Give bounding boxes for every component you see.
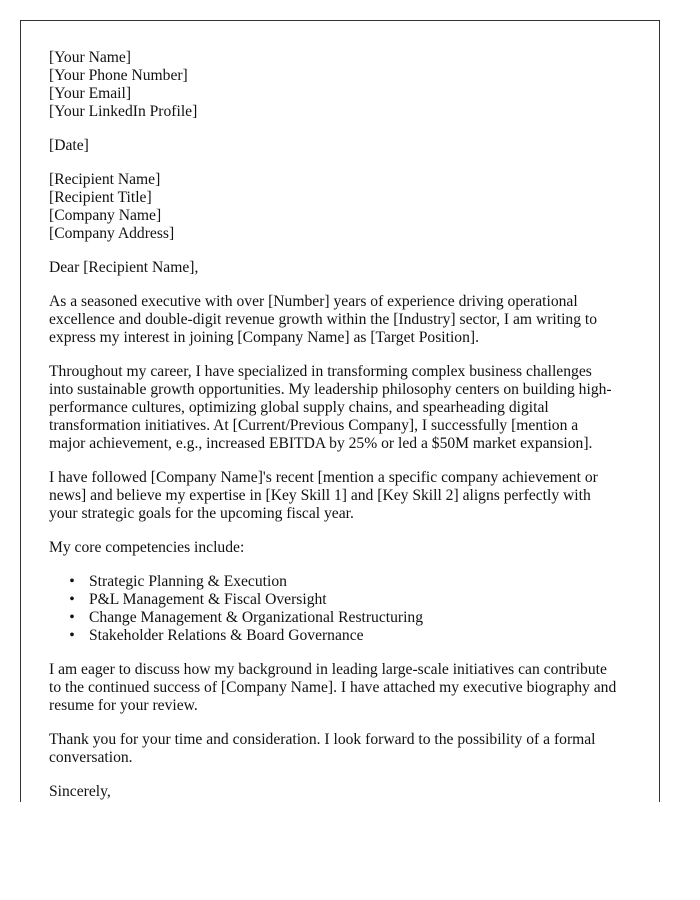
paragraph-line: Throughout my career, I have specialized in transforming complex business challenges xyxy=(49,363,592,380)
paragraph-line: excellence and double-digit revenue growth within the [Industry] sector, I am writing to xyxy=(49,311,598,328)
sender-linkedin: [Your LinkedIn Profile] xyxy=(49,103,198,120)
salutation-text: Dear [Recipient Name], xyxy=(49,259,199,276)
paragraph-line: news] and believe my expertise in [Key Skill 1] and [Key Skill 2] aligns perfectly with xyxy=(49,487,591,504)
bullet-icon: • xyxy=(69,627,75,644)
paragraph-line: conversation. xyxy=(49,749,133,766)
sender-block xyxy=(49,49,629,121)
letter-page xyxy=(20,20,660,802)
sender-name: [Your Name] xyxy=(49,49,132,66)
paragraph-line: major achievement, e.g., increased EBITDA by 25% or led a $50M market expansion]. xyxy=(49,435,593,452)
recipient-title: [Recipient Title] xyxy=(49,189,152,206)
paragraph-line: performance cultures, optimizing global supply chains, and spearheading digital xyxy=(49,399,549,416)
paragraph-company-fit xyxy=(49,469,629,523)
sender-email: [Your Email] xyxy=(49,85,132,102)
paragraph-line: into sustainable growth opportunities. My leadership philosophy centers on building high- xyxy=(49,381,612,398)
competencies-intro-text: My core competencies include: xyxy=(49,539,245,556)
competency-text: Change Management & Organizational Restructuring xyxy=(89,609,424,626)
competency-text: P&L Management & Fiscal Oversight xyxy=(89,591,327,608)
list-item xyxy=(69,627,629,645)
paragraph-thanks xyxy=(49,731,629,767)
bullet-icon: • xyxy=(69,591,75,608)
paragraph-line: As a seasoned executive with over [Number] years of experience driving operational xyxy=(49,293,578,310)
letter-date: [Date] xyxy=(49,137,89,154)
paragraph-line: Thank you for your time and consideration. I look forward to the possibility of a formal xyxy=(49,731,596,748)
paragraph-discussion xyxy=(49,661,629,715)
recipient-company: [Company Name] xyxy=(49,207,162,224)
list-item xyxy=(69,609,629,627)
letter-content xyxy=(49,49,629,802)
sender-phone: [Your Phone Number] xyxy=(49,67,188,84)
date-block xyxy=(49,137,629,155)
recipient-block xyxy=(49,171,629,243)
paragraph-line: your strategic goals for the upcoming fiscal year. xyxy=(49,505,354,522)
paragraph-line: I am eager to discuss how my background in leading large-scale initiatives can contribute xyxy=(49,661,607,678)
list-item xyxy=(69,573,629,591)
competency-text: Stakeholder Relations & Board Governance xyxy=(89,627,364,644)
recipient-address: [Company Address] xyxy=(49,225,175,242)
paragraph-career xyxy=(49,363,629,453)
bullet-icon: • xyxy=(69,609,75,626)
bullet-icon: • xyxy=(69,573,75,590)
paragraph-intro xyxy=(49,293,629,347)
salutation xyxy=(49,259,629,277)
competencies-intro xyxy=(49,539,629,557)
paragraph-line: I have followed [Company Name]'s recent [mention a specific company achievement or xyxy=(49,469,598,486)
list-item xyxy=(69,591,629,609)
competency-text: Strategic Planning & Execution xyxy=(89,573,287,590)
signoff-text: Sincerely, xyxy=(49,783,111,800)
paragraph-line: to the continued success of [Company Name]. I have attached my executive biography and xyxy=(49,679,617,696)
paragraph-line: express my interest in joining [Company Name] as [Target Position]. xyxy=(49,329,479,346)
competencies-list xyxy=(49,573,629,645)
recipient-name: [Recipient Name] xyxy=(49,171,161,188)
signoff xyxy=(49,783,629,801)
paragraph-line: resume for your review. xyxy=(49,697,198,714)
paragraph-line: transformation initiatives. At [Current/Previous Company], I successfully [mention a xyxy=(49,417,579,434)
